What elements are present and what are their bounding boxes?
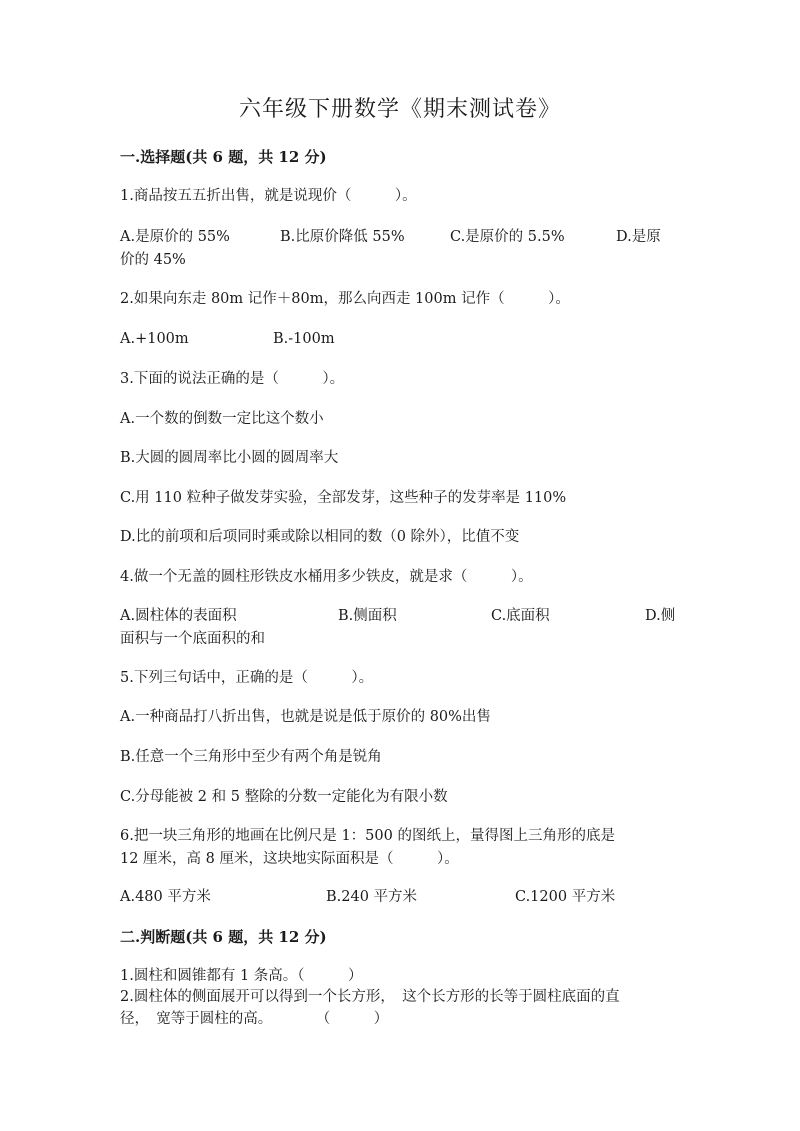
option-d: D.比的前项和后项同时乘或除以相同的数（0 除外），比值不变 <box>120 529 520 545</box>
option-b: B.比原价降低 55% <box>280 229 405 245</box>
page-title: 六年级下册数学《期末测试卷》 <box>238 97 561 122</box>
option-d-continued: 价的 45% <box>120 252 186 268</box>
section-heading-judgment: 二.判断题(共 6 题，共 12 分) <box>120 928 327 946</box>
question-stem: 3.下面的说法正确的是（ ）。 <box>120 371 345 387</box>
option-c: C.1200 平方米 <box>515 889 616 905</box>
question-stem: 2.如果向东走 80m 记作＋80m，那么向西走 100m 记作（ ）。 <box>120 291 570 307</box>
question-stem: 1.商品按五五折出售，就是说现价（ ）。 <box>120 188 417 204</box>
option-a: A.一个数的倒数一定比这个数小 <box>120 411 324 427</box>
section-heading-choice: 一.选择题(共 6 题，共 12 分) <box>120 148 327 166</box>
option-d-continued: 面积与一个底面积的和 <box>120 631 265 647</box>
option-c: C.底面积 <box>491 608 550 624</box>
option-b: B.240 平方米 <box>326 889 418 905</box>
option-b: B.任意一个三角形中至少有两个角是锐角 <box>120 749 382 765</box>
question-stem: 6.把一块三角形的地画在比例尺是 1：500 的图纸上，量得图上三角形的底是 <box>120 828 615 844</box>
option-b: B.侧面积 <box>338 608 397 624</box>
question-stem-continued: 12 厘米，高 8 厘米，这块地实际面积是（ ）。 <box>120 851 459 867</box>
option-d: D.是原 <box>616 229 661 245</box>
option-a: A.是原价的 55% <box>120 229 230 245</box>
option-c: C.分母能被 2 和 5 整除的分数一定能化为有限小数 <box>120 789 448 805</box>
question-stem: 4.做一个无盖的圆柱形铁皮水桶用多少铁皮，就是求（ ）。 <box>120 569 533 585</box>
option-a: A.一种商品打八折出售，也就是说是低于原价的 80%出售 <box>120 709 491 725</box>
option-a: A.480 平方米 <box>120 889 211 905</box>
judgment-question: 2.圆柱体的侧面展开可以得到一个长方形， 这个长方形的长等于圆柱底面的直 <box>120 989 620 1005</box>
question-stem: 5.下列三句话中，正确的是（ ）。 <box>120 670 374 686</box>
option-d: D.侧 <box>645 608 676 624</box>
option-a: A.圆柱体的表面积 <box>120 608 237 624</box>
option-a: A.+100m <box>120 331 189 347</box>
option-b: B.-100m <box>273 331 335 347</box>
option-b: B.大圆的圆周率比小圆的圆周率大 <box>120 450 339 466</box>
judgment-question: 1.圆柱和圆锥都有 1 条高。（ ） <box>120 968 363 984</box>
option-c: C.用 110 粒种子做发芽实验，全部发芽，这些种子的发芽率是 110% <box>120 490 567 506</box>
option-c: C.是原价的 5.5% <box>450 229 565 245</box>
judgment-question-continued: 径， 宽等于圆柱的高。 （ ） <box>120 1011 389 1027</box>
